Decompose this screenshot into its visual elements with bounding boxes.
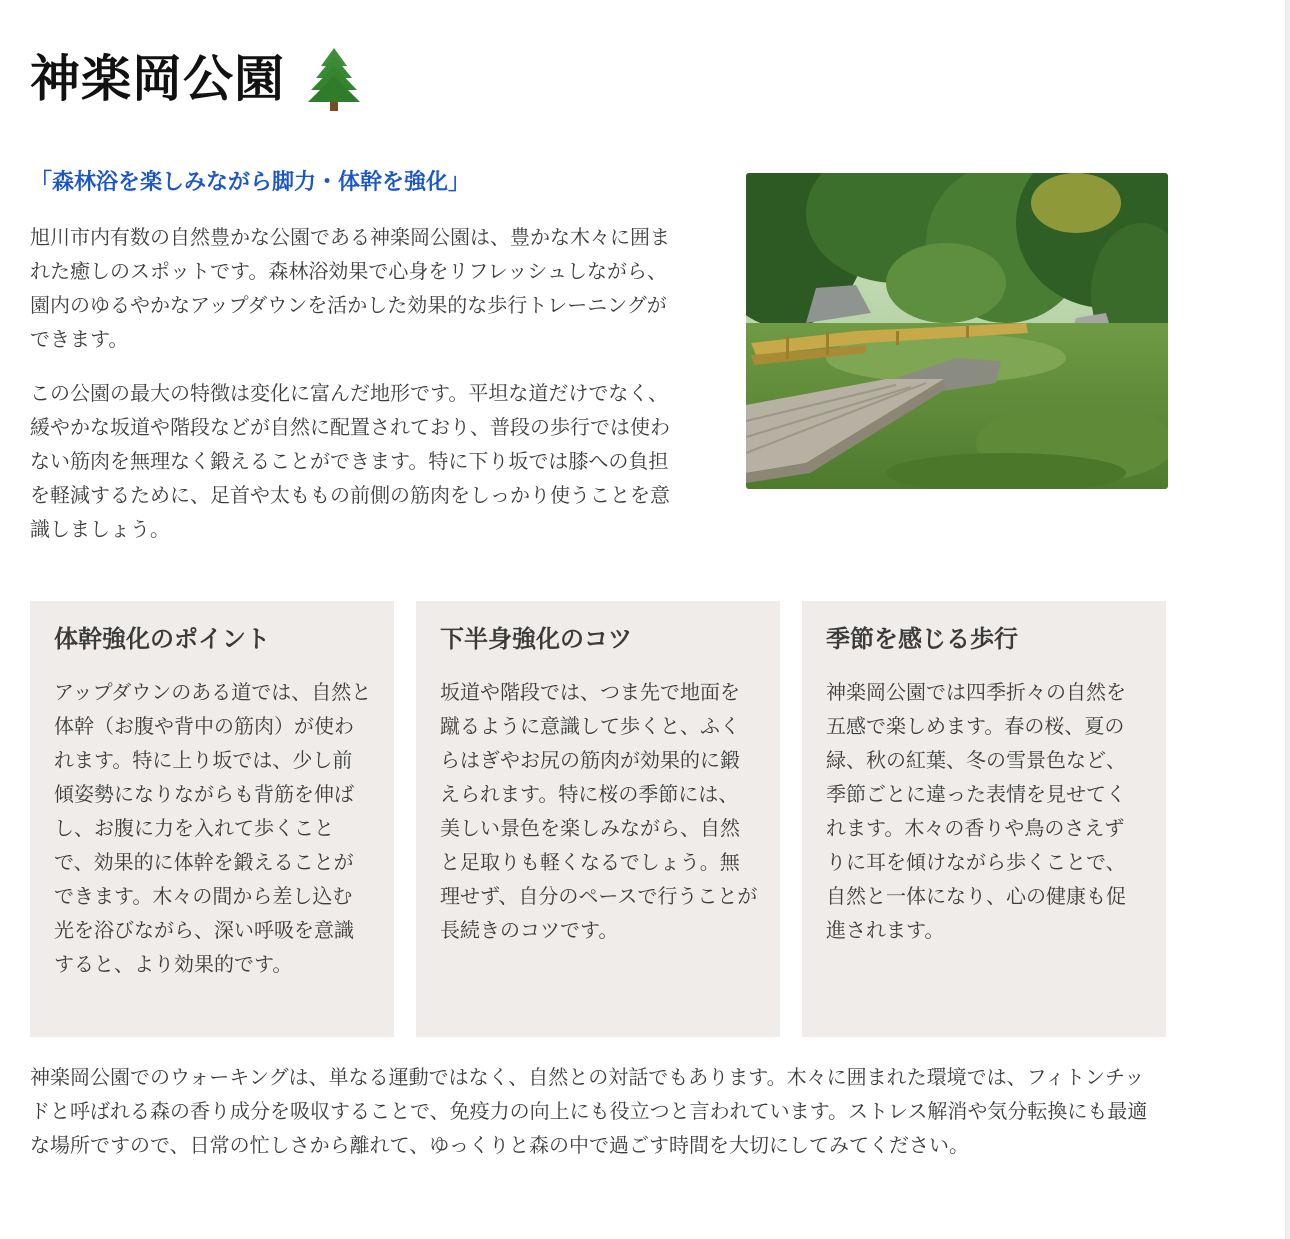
intro-section bbox=[30, 166, 680, 566]
intro-paragraph-2: この公園の最大の特徴は変化に富んだ地形です。平坦な道だけでなく、緩やかな坂道や階段などが自然に配置されており、普段の歩行では使わない筋肉を無理なく鍛えることができます。特に下り坂では膝への負担を軽減するために、足首や太ももの前側の筋肉をしっかり使うことを意識しましょう。 bbox=[30, 381, 670, 541]
card-title: 下半身強化のコツ bbox=[440, 625, 632, 653]
scrollbar-track[interactable] bbox=[1285, 0, 1290, 1239]
header bbox=[30, 44, 730, 114]
closing-paragraph: 神楽岡公園でのウォーキングは、単なる運動ではなく、自然との対話でもあります。木々に囲まれた環境では、フィトンチッドと呼ばれる森の香り成分を吸収することで、免疫力の向上にも役立つと言われています。ストレス解消や気分転換にも最適な場所ですので、日常の忙しさから離れて、ゆっくりと森の中で過ごす時間を大切にしてみてください。 bbox=[30, 1065, 1148, 1157]
page-title: 神楽岡公園 bbox=[30, 50, 285, 108]
intro-paragraph-1: 旭川市内有数の自然豊かな公園である神楽岡公園は、豊かな木々に囲まれた癒しのスポットです。森林浴効果で心身をリフレッシュしながら、園内のゆるやかなアップダウンを活かした効果的な歩行トレーニングができます。 bbox=[30, 225, 670, 351]
card-seasonal-walking bbox=[802, 601, 1166, 1037]
card-body: 神楽岡公園では四季折々の自然を五感で楽しめます。春の桜、夏の緑、秋の紅葉、冬の雪景色など、季節ごとに違った表情を見せてくれます。木々の香りや鳥のさえずりに耳を傾けながら歩くことで、自然と一体になり、心の健康も促進されます。 bbox=[826, 680, 1126, 942]
park-boardwalk-photo bbox=[746, 173, 1168, 489]
card-body: アップダウンのある道では、自然と体幹（お腹や背中の筋肉）が使われます。特に上り坂では、少し前傾姿勢になりながらも背筋を伸ばし、お腹に力を入れて歩くことで、効果的に体幹を鍛えることができます。木々の間から差し込む光を浴びながら、深い呼吸を意識すると、より効果的です。 bbox=[54, 680, 372, 976]
card-lower-body bbox=[416, 601, 780, 1037]
evergreen-tree-icon bbox=[307, 46, 361, 112]
catchphrase: 「森林浴を楽しみながら脚力・体幹を強化」 bbox=[30, 170, 471, 195]
card-title: 体幹強化のポイント bbox=[54, 625, 270, 653]
card-title: 季節を感じる歩行 bbox=[826, 625, 1018, 653]
card-body: 坂道や階段では、つま先で地面を蹴るように意識して歩くと、ふくらはぎやお尻の筋肉が効果的に鍛えられます。特に桜の季節には、美しい景色を楽しみながら、自然と足取りも軽くなるでしょう。無理せず、自分のペースで行うことが長続きのコツです。 bbox=[440, 680, 758, 942]
card-core-strength bbox=[30, 601, 394, 1037]
